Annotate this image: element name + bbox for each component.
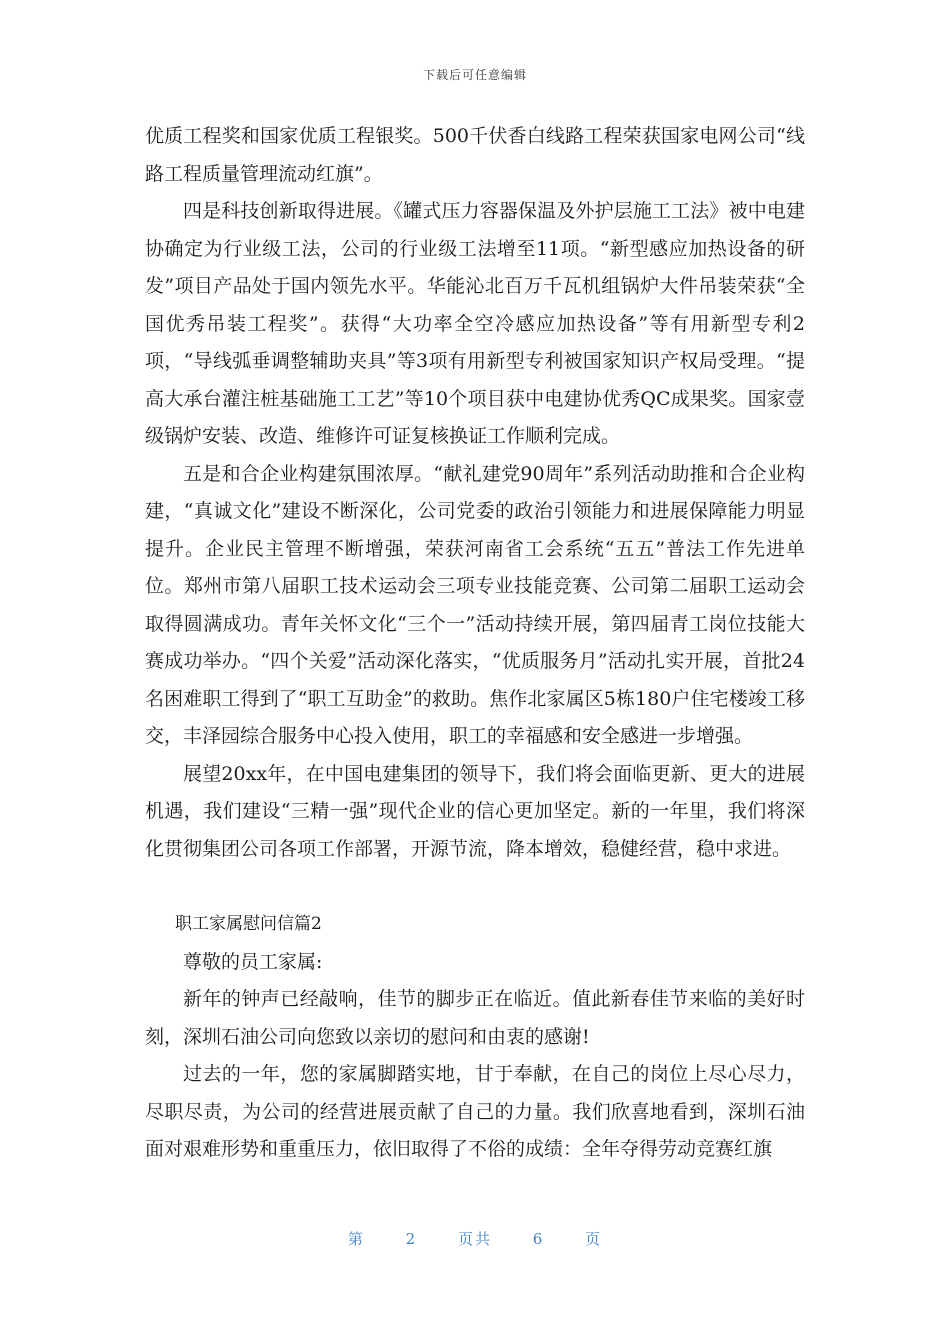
page-footer — [0, 1228, 950, 1249]
paragraph-5: 新年的钟声已经敲响，佳节的脚步正在临近。值此新春佳节来临的美好时刻，深圳石油公司向您致以亲切的慰问和由衷的感谢! — [145, 988, 805, 1048]
section-gap — [145, 868, 805, 906]
paragraph-6: 过去的一年，您的家属脚踏实地，甘于奉献，在自己的岗位上尽心尽力，尽职尽责，为公司的经营进展贡献了自己的力量。我们欣喜地看到，深圳石油面对艰难形势和重重压力，依旧取得了不俗的成绩：全年夺得劳动竞赛红旗 — [145, 1063, 805, 1160]
paragraph-3: 五是和合企业构建氛围浓厚。“献礼建党90周年”系列活动助推和合企业构建，“真诚文化”建设不断深化，公司党委的政治引领能力和进展保障能力明显提升。企业民主管理不断增强，荣获河南省工会系统“五五”普法工作先进单位。郑州市第八届职工技术运动会三项专业技能竞赛、公司第二届职工运动会取得圆满成功。青年关怀文化“三个一”活动持续开展，第四届青工岗位技能大赛成功举办。“四个关爱”活动深化落实，“优质服务月”活动扎实开展，首批24名困难职工得到了“职工互助金”的救助。焦作北家属区5栋180户住宅楼竣工移交，丰泽园综合服务中心投入使用，职工的幸福感和安全感进一步增强。 — [145, 462, 805, 747]
document-body — [145, 118, 805, 1169]
paragraph-2: 四是科技创新取得进展。《罐式压力容器保温及外护层施工工法》被中电建协确定为行业级工法，公司的行业级工法增至11项。“新型感应加热设备的研发”项目产品处于国内领先水平。华能沁北百万千瓦机组锅炉大件吊装荣获“全国优秀吊装工程奖”。获得“大功率全空冷感应加热设备”等有用新型专利2项，“导线弧垂调整辅助夹具”等3项有用新型专利被国家知识产权局受理。“提高大承台灌注桩基础施工工艺”等10个项目获中电建协优秀QC成果奖。国家壹级锅炉安装、改造、维修许可证复核换证工作顺利完成。 — [145, 200, 805, 447]
section-title: 职工家属慰问信篇2 — [175, 914, 322, 934]
footer-middle: 页共 — [457, 1230, 492, 1248]
salutation: 尊敬的员工家属: — [183, 950, 323, 973]
footer-prefix: 第 — [347, 1230, 365, 1248]
footer-total-pages: 6 — [532, 1230, 545, 1248]
header-note: 下载后可任意编辑 — [422, 68, 527, 82]
paragraph-4: 展望20xx年，在中国电建集团的领导下，我们将会面临更新、更大的进展机遇，我们建设“三精一强”现代企业的信心更加坚定。新的一年里，我们将深化贯彻集团公司各项工作部署，开源节流，降本增效，稳健经营，稳中求进。 — [145, 762, 805, 860]
footer-page-number: 2 — [405, 1230, 418, 1248]
footer-suffix: 页 — [585, 1230, 603, 1248]
paragraph-1: 优质工程奖和国家优质工程银奖。500千伏香白线路工程荣获国家电网公司“线路工程质量管理流动红旗”。 — [145, 125, 805, 185]
